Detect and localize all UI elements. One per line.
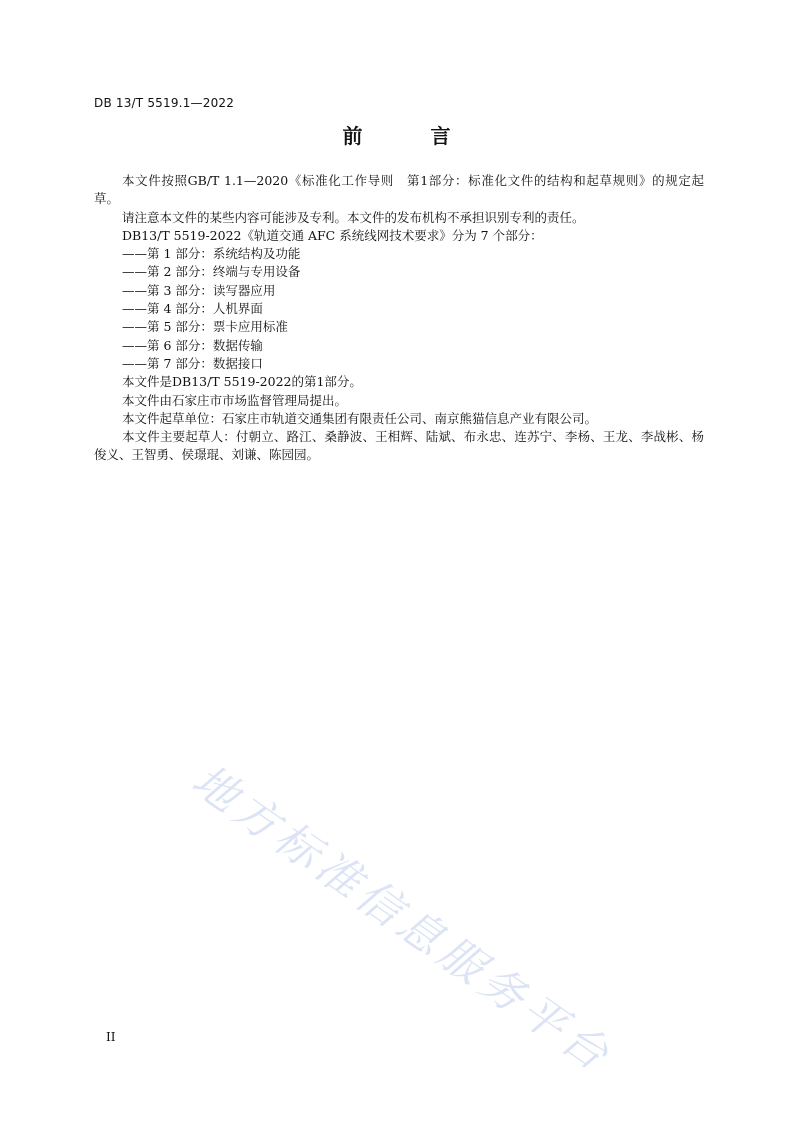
paragraph-drafters: 本文件主要起草人：付朝立、路江、桑静波、王相辉、陆斌、布永忠、连苏宁、李杨、王龙、李战彬、杨俊义、王智勇、侯璟琨、刘谦、陈园园。	[94, 429, 704, 463]
paragraph-parts-intro: DB13/T 5519-2022《轨道交通 AFC 系统线网技术要求》分为 7 个部分：	[122, 227, 543, 243]
paragraph-drafting-rules: 本文件按照GB/T 1.1—2020《标准化工作导则 第1部分：标准化文件的结构和起草规则》的规定起草。	[94, 173, 704, 207]
list-item: ——第 2 部分：终端与专用设备	[122, 264, 301, 280]
watermark: 地方标准信息服务平台	[182, 754, 622, 1084]
list-item: ——第 7 部分：数据接口	[122, 355, 263, 371]
list-item: ——第 4 部分：人机界面	[122, 301, 263, 317]
list-item: ——第 5 部分：票卡应用标准	[122, 319, 288, 335]
list-item: ——第 1 部分：系统结构及功能	[122, 246, 301, 262]
paragraph-patent-notice: 请注意本文件的某些内容可能涉及专利。本文件的发布机构不承担识别专利的责任。	[122, 209, 585, 225]
paragraph-part-statement: 本文件是DB13/T 5519-2022的第1部分。	[122, 374, 362, 390]
page-number: II	[106, 1030, 116, 1044]
document-code: DB 13/T 5519.1—2022	[94, 96, 235, 110]
paragraph-drafting-units: 本文件起草单位：石家庄市轨道交通集团有限责任公司、南京熊猫信息产业有限公司。	[122, 410, 598, 426]
foreword-body	[94, 172, 704, 465]
paragraph-proposer: 本文件由石家庄市市场监督管理局提出。	[122, 392, 348, 408]
list-item: ——第 6 部分：数据传输	[122, 337, 263, 353]
list-item: ——第 3 部分：读写器应用	[122, 282, 276, 298]
page-title: 前 言	[342, 124, 475, 148]
